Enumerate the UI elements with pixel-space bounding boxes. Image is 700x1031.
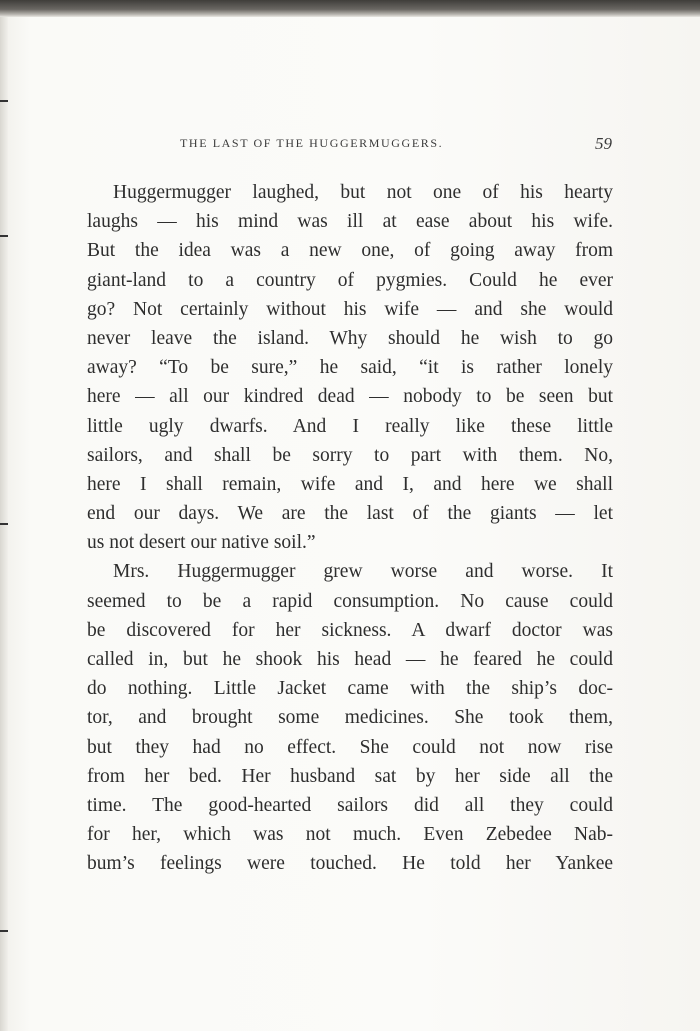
text-line: called in, but he shook his head — he feared he could <box>87 649 613 670</box>
text-line: us not desert our native soil.” <box>87 532 316 554</box>
text-line: but they had no effect. She could not now rise <box>87 736 613 758</box>
gutter-mark <box>0 100 8 102</box>
text-line: But the idea was a new one, of going away from <box>87 240 613 262</box>
text-line: time. The good-hearted sailors did all they could <box>87 794 613 816</box>
text-line: bum’s feelings were touched. He told her Yankee <box>87 853 613 875</box>
text-line: from her bed. Her husband sat by her side all the <box>87 765 613 787</box>
paragraph-2 <box>87 557 613 878</box>
text-line: seemed to be a rapid consumption. No cause could <box>87 590 613 612</box>
body-text <box>87 178 613 879</box>
gutter-mark <box>0 235 8 237</box>
gutter-mark <box>0 930 8 932</box>
text-line: Mrs. Huggermugger grew worse and worse. It <box>113 561 613 583</box>
text-line: sailors, and shall be sorry to part with them. No, <box>87 444 613 466</box>
page-number: 59 <box>595 134 612 153</box>
text-line: giant-land to a country of pygmies. Could he ever <box>87 269 613 291</box>
text-line: away? “To be sure,” he said, “it is rather lonely <box>87 357 613 379</box>
text-line: end our days. We are the last of the giants — let <box>87 503 613 525</box>
paragraph-1 <box>87 178 613 557</box>
text-line: go? Not certainly without his wife — and she would <box>87 298 613 320</box>
text-line: Huggermugger laughed, but not one of his hearty <box>113 182 613 203</box>
scan-top-border <box>0 0 700 17</box>
gutter-mark <box>0 523 8 525</box>
text-line: little ugly dwarfs. And I really like these little <box>87 415 613 437</box>
text-line: laughs — his mind was ill at ease about his wife. <box>87 211 613 233</box>
text-line: never leave the island. Why should he wish to go <box>87 327 613 349</box>
running-header <box>112 134 612 156</box>
text-line: here I shall remain, wife and I, and here we shall <box>87 473 613 495</box>
text-line: do nothing. Little Jacket came with the ship’s doc- <box>87 678 613 700</box>
running-title: THE LAST OF THE HUGGERMUGGERS. <box>180 136 444 150</box>
text-line: for her, which was not much. Even Zebedee Nab- <box>87 824 613 846</box>
text-line: be discovered for her sickness. A dwarf doctor was <box>87 619 613 641</box>
text-line: tor, and brought some medicines. She took them, <box>87 707 613 729</box>
text-line: here — all our kindred dead — nobody to be seen but <box>87 386 613 408</box>
